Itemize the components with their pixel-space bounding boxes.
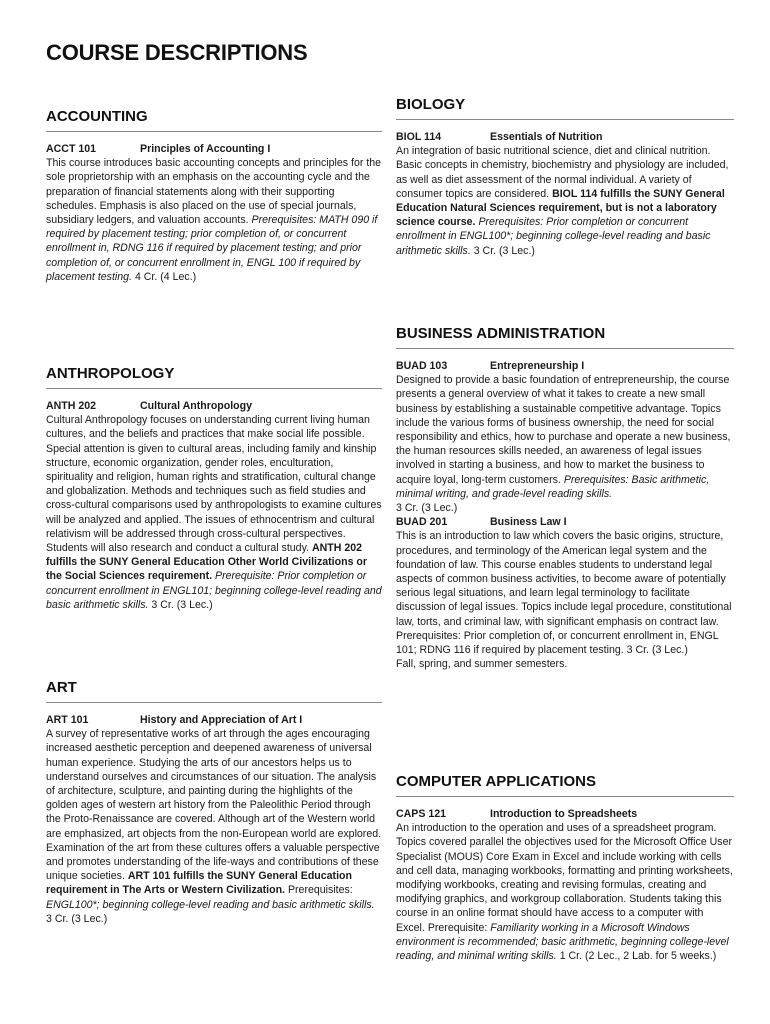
course-code: BUAD 201 xyxy=(396,516,448,529)
page-title: COURSE DESCRIPTIONS xyxy=(46,40,308,65)
section-heading: COMPUTER APPLICATIONS xyxy=(396,773,734,797)
course-header xyxy=(396,130,734,144)
course-description: A survey of representative works of art through the ages encouraging increased aesthetic perception and deepened awareness of universal human experience. Studying the arts of our ancestors helps us to understand ourselves and circumstances of our situation. The analysis of architecture, sculpture, and painting during the highlights of the golden ages of western art history from the Paleolithic Period through the Proto-Renaissance are covered. Although art of the Western world are emphasized, art objects from the non-European world are explored. Examination of the art from these cultures offers a valuable perspective and promotes understanding of the life-ways and contributions of these unique societies. xyxy=(46,728,382,883)
course-terms: Fall, spring, and summer semesters. xyxy=(396,658,568,671)
section-art xyxy=(46,679,382,926)
course-entry xyxy=(396,807,734,963)
course-entry xyxy=(46,142,382,284)
course-prereq-label: Prerequisites: xyxy=(287,884,353,897)
section-biology xyxy=(396,96,734,258)
course-code: ANTH 202 xyxy=(46,400,97,412)
course-credits: 3 Cr. (3 Lec.) xyxy=(396,502,458,515)
section-heading: ACCOUNTING xyxy=(46,108,382,132)
course-prereq-label: Prerequisite: xyxy=(427,921,488,934)
course-title: Entrepreneurship I xyxy=(490,360,585,372)
course-title: Business Law I xyxy=(490,516,567,529)
course-header xyxy=(396,807,734,821)
course-code: CAPS 121 xyxy=(396,808,447,820)
course-description: Designed to provide a basic foundation of entrepreneurship, the course presents a general overview of what it takes to create a new small business by establishing a sustainable competitive advantage. Topics include the various forms of business ownership, the need for social responsibility and ethics, how to purchase and operate a new business, the human resources skills needed, an awareness of legal issues involved in starting a business, and how to market the business to acquire loyal, long-term customers. xyxy=(396,374,731,486)
course-credits: 3 Cr. (3 Lec.) xyxy=(473,244,535,257)
course-description: An integration of basic nutritional science, diet and clinical nutrition. Basic concepts in chemistry, biochemistry and physiology are included, as well as diet assessment of the normal individual. A variety of consumer topics are considered. xyxy=(396,145,729,200)
section-anthropology xyxy=(46,365,382,612)
course-prerequisites: Prerequisite: Prior completion or concurrent enrollment in ENGL101; beginning college-level reading and basic arithmetic skills. xyxy=(46,570,382,611)
course-prerequisites: Prerequisites: Prior completion or concurrent enrollment in ENGL100*; beginning college-level reading and basic arithmetic skills. xyxy=(396,216,711,257)
course-prerequisites: Familiarity working in a Microsoft Windows environment is recommended; basic arithmetic, beginning college-level reading, and minimal writing skills. xyxy=(396,921,729,963)
course-header xyxy=(396,515,734,529)
course-credits: 3 Cr. (3 Lec.) xyxy=(46,912,108,925)
course-description: An introduction to the operation and uses of a spreadsheet program. Topics covered parallel the objectives used for the Microsoft Office User Specialist (MOUS) Core Exam in Excel and include working with cells and cell data, managing workbooks, formatting and printing worksheets, modifying workbooks, creating and revising formulas, creating and modifying graphics, and workgroup collaboration. Students taking this course in an online format should have access to a computer with Excel. xyxy=(396,822,733,934)
course-description: This course introduces basic accounting concepts and principles for the sole proprietorship with an emphasis on the accounting cycle and the preparation of financial statements along with their supporting schedules. Emphasis is also placed on the use of special journals, subsidiary ledgers, and valuation accounts. xyxy=(46,157,382,227)
course-prerequisites: ENGL100*; beginning college-level reading and basic arithmetic skills. xyxy=(46,898,375,911)
course-entry xyxy=(396,359,734,515)
course-credits: 1 Cr. (2 Lec., 2 Lab. for 5 weeks.) xyxy=(559,950,717,963)
course-header xyxy=(46,142,382,156)
course-entry xyxy=(46,399,382,612)
section-heading: ANTHROPOLOGY xyxy=(46,365,382,389)
course-entry xyxy=(396,130,734,258)
course-code: BUAD 103 xyxy=(396,360,448,372)
course-code: BIOL 114 xyxy=(396,131,442,143)
section-computer-applications xyxy=(396,773,734,963)
section-business-administration xyxy=(396,325,734,671)
section-heading: ART xyxy=(46,679,382,703)
course-suny-note: ANTH 202 fulfills the SUNY General Education Other World Civilizations or the Social Sciences requirement. xyxy=(46,542,367,583)
course-description: Cultural Anthropology focuses on understanding current living human cultures, and the beliefs and practices that make social life possible. Special attention is given to cultural areas, including family and kinship structure, economic organization, gender roles, enculturation, spirituality and religion, human rights and stratification, cultural change and globalization. Methods and techniques such as field studies and cross-cultural comparisons used by anthropologists to examine cultures will be analyzed and applied. The issues of ethnocentrism and cultural relativism will be addressed through cross-cultural perspectives. Students will also research and conduct a cultural study. xyxy=(46,414,382,555)
course-credits: 4 Cr. (4 Lec.) xyxy=(134,270,197,283)
course-title: History and Appreciation of Art I xyxy=(140,714,303,726)
course-title: Introduction to Spreadsheets xyxy=(490,808,638,820)
section-heading: BUSINESS ADMINISTRATION xyxy=(396,325,734,349)
course-prerequisites: Prerequisites: Basic arithmetic, minimal writing, and grade-level reading skills. xyxy=(396,473,710,500)
course-code: ACCT 101 xyxy=(46,143,97,155)
course-credits: 3 Cr. (3 Lec.) xyxy=(151,598,213,611)
course-prerequisites: Prerequisites: MATH 090 if required by placement testing; prior completion of, or concurrent enrollment in, RDNG 116 if required by placement testing; and prior completion of, or concurrent enrollment in, ENGL 100 if required by placement testing. xyxy=(46,214,378,283)
course-description: This is an introduction to law which covers the basic origins, structure, procedures, and terminology of the American legal system and the foundation of law. This course enables students to understand legal aspects of common business activities, to become aware of potentially serious legal situations, and learn legal terminology to facilitate discussion of legal issues. Topics include legal procedure, constitutional law, torts, and criminal law, with significant emphasis on contract law. Prerequisites: Prior completion of, or concurrent enrollment in, ENGL 101; RDNG 116 if required by placement testing. 3 Cr. (3 Lec.) xyxy=(396,530,732,657)
course-title: Cultural Anthropology xyxy=(140,400,253,412)
course-suny-note: BIOL 114 fulfills the SUNY General Education Natural Sciences requirement, but is not a laboratory science course. xyxy=(396,187,725,229)
course-entry xyxy=(46,713,382,926)
course-header xyxy=(396,359,734,373)
course-code: ART 101 xyxy=(46,714,89,726)
course-header xyxy=(46,713,382,727)
course-header xyxy=(46,399,382,413)
course-title: Essentials of Nutrition xyxy=(490,131,603,143)
section-heading: BIOLOGY xyxy=(396,96,734,120)
course-entry xyxy=(396,515,734,671)
course-suny-note: ART 101 fulfills the SUNY General Education requirement in The Arts or Western Civilization. xyxy=(46,870,352,897)
course-title: Principles of Accounting I xyxy=(140,143,271,155)
section-accounting xyxy=(46,108,382,284)
